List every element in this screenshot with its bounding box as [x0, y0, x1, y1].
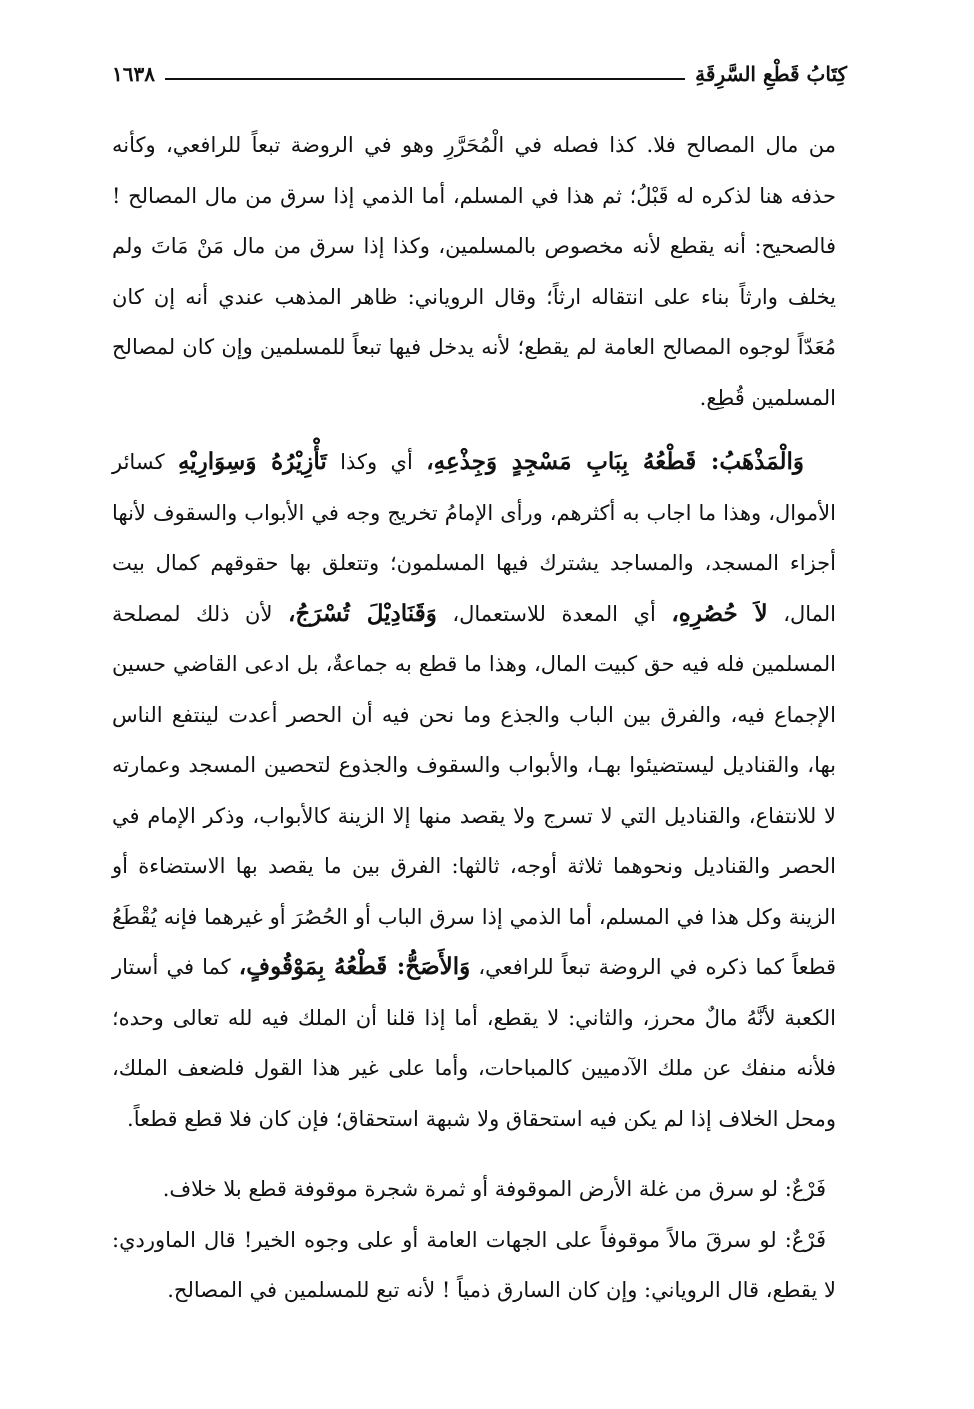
page-number: ١٦٣٨	[112, 62, 155, 86]
matn-phrase-qanadil: وَقَنَادِيْلَ تُسْرَجُ،	[287, 599, 437, 627]
commentary-text: أي وكذا	[326, 450, 427, 474]
commentary-text: كسائر الأموال، وهذا ما اجاب به أكثرهم، ورأى الإمامُ تخريج وجه في الأبواب والسقوف لأنها أجزاء المسجد، والمساجد يشترك فيها المسلمون؛ وتتعلق بها حقوقهم كمال بيت المال،	[112, 450, 836, 626]
commentary-text: أي المعدة للاستعمال،	[436, 601, 672, 626]
paragraph-far-2: فَرْعٌ: لو سرقَ مالاً موقوفاً على الجهات العامة أو على وجوه الخير! قال الماوردي: لا يقطع، قال الروياني: وإن كان السارق ذمياً ! لأنه تبع للمسلمين في المصالح.	[112, 1227, 836, 1302]
matn-phrase-madhhab: وَالْمَذْهَبُ: قَطْعُهُ بِبَابِ مَسْجِدٍ وَجِذْعِهِ،	[426, 448, 805, 475]
paragraph-far-1: فَرْعٌ: لو سرق من غلة الأرض الموقوفة أو ثمرة شجرة موقوفة قطع بلا خلاف.	[162, 1177, 826, 1201]
paragraph-1: من مال المصالح فلا. كذا فصله في الْمُحَرَّرِ وهو في الروضة تبعاً للرافعي، وكأنه حذفه هنا لذكره له قَبْلُ؛ ثم هذا في المسلم، أما الذمي إذا سرق من مال المصالح ! فالصحيح: أنه يقطع لأنه مخصوص بالمسلمين، وكذا إذا سرق من مال مَنْ مَاتَ ولم يخلف وارثاً بناء على انتقاله ارثاً؛ وقال الروياني: ظاهر المذهب عندي أنه إن كان مُعَدّاً لوجوه المصالح العامة لم يقطع؛ لأنه يدخل فيها تبعاً للمسلمين وإن كان لمصالح المسلمين قُطِع.	[112, 133, 836, 410]
matn-phrase-taziir: تَأْزِيْرُهُ وَسِوَارِيْهِ	[177, 448, 327, 475]
matn-phrase-asahh: وَالأَصَحُّ: قَطْعُهُ بِمَوْقُوفٍ،	[238, 953, 471, 980]
commentary-text: لأن ذلك لمصلحة المسلمين فله فيه حق كبيت المال، وهذا ما قطع به جماعةٌ، بل ادعى القاضي حسين الإجماع فيه، والفرق بين الباب والجذع وما نحن فيه أن الحصر أعدت لينتفع الناس بها، والقناديل ليستضيئوا بهـا، والأبواب والسقوف والجذوع لتحصين المسجد وعمارته لا للانتفاع، والقناديل التي لا تسرج ولا يقصد منها إلا الزينة كالأبواب، وذكر الإمام في الحصر والقناديل ونحوهما ثلاثة أوجه، ثالثها: الفرق بين ما يقصد بها الاستضاءة أو الزينة وكل هذا في المسلم، أما الذمي إذا سرق الباب أو الحُصُرَ أو غيرهما فإنه يُقْطَعُ قطعاً كما ذكره في الروضة تبعاً للرافعي،	[112, 601, 836, 979]
body-text	[112, 120, 836, 1316]
matn-phrase-husur: لاَ حُصُرِهِ،	[671, 599, 768, 627]
commentary-text: كما في أستار الكعبة لأنَّهُ مالٌ محرز، والثاني: لا يقطع، أما إذا قلنا أن الملك فيه لله تعالى وحده؛ فلأنه منفك عن ملك الآدميين كالمباحات، وأما على غير هذا القول فلضعف الملك، ومحل الخلاف إذا لم يكن فيه استحقاق ولا شبهة استحقاق؛ فإن كان فلا قطع قطعاً.	[112, 955, 836, 1131]
header-rule	[165, 78, 685, 80]
paragraph-2	[112, 437, 836, 1144]
running-title: كِتَابُ قَطْعِ السَّرِقَةِ	[695, 62, 847, 86]
page-header	[112, 52, 847, 86]
